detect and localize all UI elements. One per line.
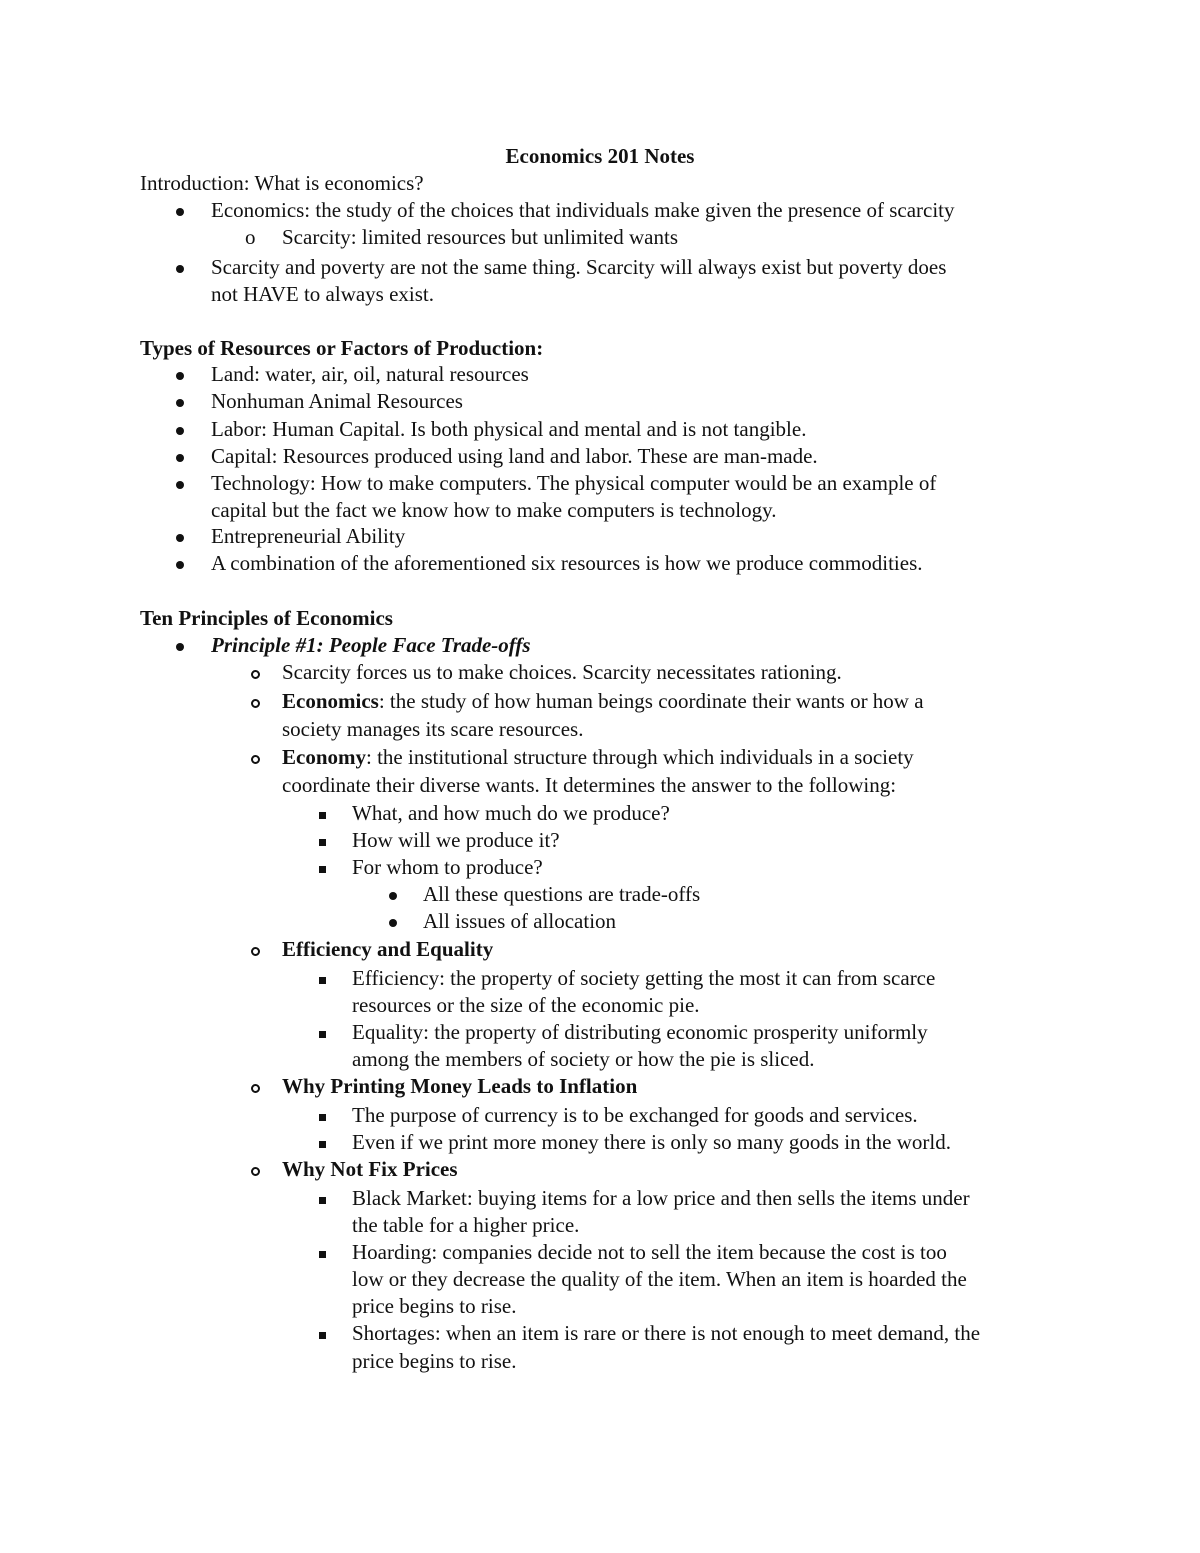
equality-definition-line-2: among the members of society or how the pie is sliced. <box>352 1047 815 1071</box>
ring-bullet-icon <box>245 1073 265 1100</box>
economy-definition-line-2: coordinate their diverse wants. It determines the answer to the following: <box>282 773 897 797</box>
printing-money-point: The purpose of currency is to be exchanged for goods and services. <box>352 1103 918 1127</box>
page-title: Economics 201 Notes <box>505 144 695 168</box>
bullet-icon <box>170 361 190 388</box>
principles-heading: Ten Principles of Economics <box>140 606 393 630</box>
resource-item: Nonhuman Animal Resources <box>211 389 463 413</box>
black-market-point: Black Market: buying items for a low price and then sells the items under <box>352 1186 970 1210</box>
efficiency-definition-line-2: resources or the size of the economic pie. <box>352 993 700 1017</box>
principle-1-title: Principle #1: People Face Trade-offs <box>211 633 531 657</box>
resource-item: Entrepreneurial Ability <box>211 524 406 548</box>
bullet-icon <box>170 632 190 659</box>
resources-heading: Types of Resources or Factors of Production: <box>140 336 544 360</box>
hoarding-point: Hoarding: companies decide not to sell the item because the cost is too <box>352 1240 947 1264</box>
equality-definition: Equality: the property of distributing economic prosperity uniformly <box>352 1020 928 1044</box>
economics-definition <box>282 688 924 715</box>
shortages-point-line-2: price begins to rise. <box>352 1349 517 1373</box>
question-item: For whom to produce? <box>352 855 543 879</box>
sub-bullet-marker: o <box>245 225 256 249</box>
fix-prices-heading: Why Not Fix Prices <box>282 1157 458 1181</box>
black-market-point-line-2: the table for a higher price. <box>352 1213 580 1237</box>
square-bullet-icon <box>312 800 332 827</box>
resource-item-continued: capital but the fact we know how to make computers is technology. <box>211 498 777 522</box>
ring-bullet-icon <box>245 936 265 963</box>
ring-bullet-icon <box>245 688 265 715</box>
square-bullet-icon <box>312 1019 332 1046</box>
square-bullet-icon <box>312 1320 332 1347</box>
bullet-icon <box>170 550 190 577</box>
square-bullet-icon <box>312 965 332 992</box>
hoarding-point-line-3: price begins to rise. <box>352 1294 517 1318</box>
intro-sub-bullet: Scarcity: limited resources but unlimited wants <box>282 225 678 249</box>
intro-bullet-2-line-1: Scarcity and poverty are not the same thing. Scarcity will always exist but poverty does <box>211 255 947 279</box>
bullet-icon <box>383 908 403 935</box>
resource-item: Technology: How to make computers. The physical computer would be an example of <box>211 471 937 495</box>
square-bullet-icon <box>312 827 332 854</box>
resource-item: A combination of the aforementioned six resources is how we produce commodities. <box>211 551 923 575</box>
square-bullet-icon <box>312 1239 332 1266</box>
printing-money-point: Even if we print more money there is only so many goods in the world. <box>352 1130 951 1154</box>
square-bullet-icon <box>312 1185 332 1212</box>
hoarding-point-line-2: low or they decrease the quality of the item. When an item is hoarded the <box>352 1267 967 1291</box>
bullet-icon <box>170 197 190 224</box>
question-item: What, and how much do we produce? <box>352 801 670 825</box>
ring-bullet-icon <box>245 1156 265 1183</box>
intro-bullet-1: Economics: the study of the choices that individuals make given the presence of scarcity <box>211 198 955 222</box>
resource-item: Capital: Resources produced using land and labor. These are man-made. <box>211 444 818 468</box>
question-note: All issues of allocation <box>423 909 617 933</box>
economy-definition-text: : the institutional structure through which individuals in a society <box>366 745 914 769</box>
square-bullet-icon <box>312 1129 332 1156</box>
ring-bullet-icon <box>245 659 265 686</box>
square-bullet-icon <box>312 1102 332 1129</box>
bullet-icon <box>170 416 190 443</box>
efficiency-definition: Efficiency: the property of society getting the most it can from scarce <box>352 966 936 990</box>
intro-bullet-2-line-2: not HAVE to always exist. <box>211 282 435 306</box>
economy-term: Economy <box>282 745 366 769</box>
bullet-icon <box>170 523 190 550</box>
shortages-point: Shortages: when an item is rare or there is not enough to meet demand, the <box>352 1321 981 1345</box>
scarcity-note: Scarcity forces us to make choices. Scarcity necessitates rationing. <box>282 660 842 684</box>
bullet-icon <box>170 443 190 470</box>
bullet-icon <box>383 881 403 908</box>
economics-term: Economics <box>282 689 379 713</box>
question-note: All these questions are trade-offs <box>423 882 701 906</box>
economics-definition-text: : the study of how human beings coordinate their wants or how a <box>378 689 924 713</box>
intro-heading: Introduction: What is economics? <box>140 171 424 195</box>
ring-bullet-icon <box>245 744 265 771</box>
square-bullet-icon <box>312 854 332 881</box>
bullet-icon <box>170 388 190 415</box>
printing-money-heading: Why Printing Money Leads to Inflation <box>282 1074 638 1098</box>
resource-item: Labor: Human Capital. Is both physical and mental and is not tangible. <box>211 417 807 441</box>
bullet-icon <box>170 470 190 497</box>
question-item: How will we produce it? <box>352 828 560 852</box>
bullet-icon <box>170 254 190 281</box>
resource-item: Land: water, air, oil, natural resources <box>211 362 529 386</box>
efficiency-heading: Efficiency and Equality <box>282 937 494 961</box>
economics-definition-line-2: society manages its scare resources. <box>282 717 584 741</box>
economy-definition <box>282 744 914 771</box>
